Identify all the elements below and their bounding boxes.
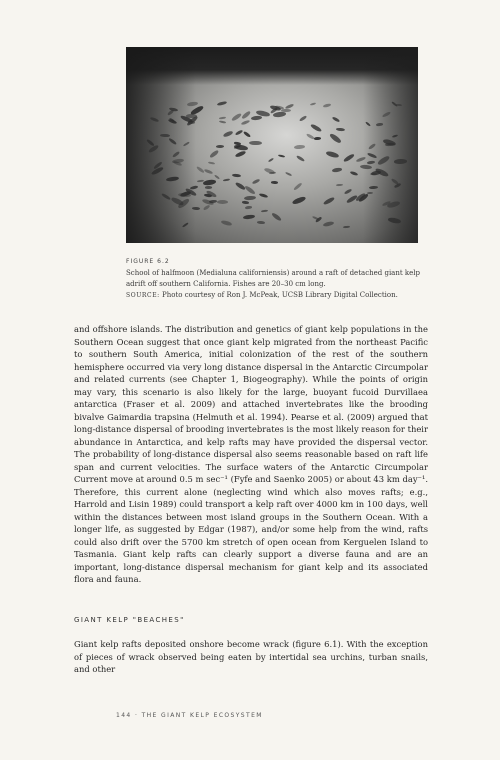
fish-silhouette	[326, 150, 340, 158]
section-paragraph-text: Giant kelp rafts deposited onshore become wrack (figure 6.1). With the exception of pieces of wrack observed being eaten by intertidal sea urchins, turban snails, and other	[74, 639, 428, 674]
fish-silhouette	[206, 190, 218, 198]
fish-silhouette	[242, 200, 250, 203]
fish-silhouette	[209, 150, 219, 159]
caption-text: School of halfmoon (Medialuna californiensis) around a raft of detached giant kelp adrift off southern California. Fishes are 20–30 cm long.	[126, 269, 421, 288]
fish-silhouette	[336, 128, 345, 132]
fish-silhouette	[235, 150, 247, 158]
fish-silhouette	[323, 221, 334, 227]
caption-source	[126, 290, 426, 301]
fish-silhouette	[203, 204, 211, 210]
fish-silhouette	[240, 119, 249, 125]
fish-silhouette	[235, 129, 244, 136]
fish-silhouette	[342, 153, 354, 163]
fish-silhouette	[309, 102, 315, 106]
fish-silhouette	[343, 189, 352, 195]
fish-silhouette	[214, 174, 220, 179]
fish-silhouette	[251, 116, 262, 121]
fish-silhouette	[323, 196, 335, 205]
fish-school-photo	[126, 47, 418, 243]
fish-silhouette	[332, 167, 343, 172]
fish-silhouette	[241, 110, 251, 119]
fish-silhouette	[243, 131, 252, 138]
fish-silhouette	[242, 215, 254, 220]
fish-silhouette	[232, 174, 241, 178]
fish-silhouette	[203, 179, 217, 186]
fish-silhouette	[216, 145, 224, 148]
fish-silhouette	[343, 226, 350, 229]
fish-silhouette	[332, 117, 341, 123]
fish-silhouette	[220, 219, 231, 225]
fish-silhouette	[299, 115, 307, 122]
fish-silhouette	[219, 121, 226, 125]
fish-silhouette	[336, 183, 343, 186]
fish-silhouette	[205, 186, 212, 189]
fish-silhouette	[261, 210, 268, 213]
fish-silhouette	[217, 101, 227, 107]
fish-silhouette	[244, 195, 257, 200]
fish-silhouette	[314, 137, 322, 140]
source-label: SOURCE:	[126, 292, 160, 299]
fish-silhouette	[293, 182, 303, 191]
fish-silhouette	[268, 158, 274, 163]
section-heading: GIANT KELP "BEACHES"	[74, 616, 185, 624]
fish-silhouette	[309, 123, 322, 133]
page-footer: 144 · THE GIANT KELP ECOSYSTEM	[116, 712, 263, 719]
fish-silhouette	[257, 221, 265, 224]
fish-silhouette	[245, 205, 253, 208]
fish-silhouette	[306, 133, 315, 140]
fish-silhouette	[349, 171, 358, 177]
fish-silhouette	[278, 154, 285, 158]
fish-silhouette	[323, 103, 331, 108]
fish-silhouette	[394, 159, 407, 164]
fish-silhouette	[259, 193, 268, 198]
fish-silhouette	[204, 169, 213, 175]
body-paragraph	[74, 323, 428, 586]
fish-silhouette	[235, 182, 246, 191]
source-text: Photo courtesy of Ron J. McPeak, UCSB Library Digital Collection.	[159, 291, 398, 299]
fish-silhouette	[251, 178, 259, 184]
paragraph-text: and offshore islands. The distribution and genetics of giant kelp populations in the Southern Ocean suggest that once giant kelp migrated from the northeast Pacific to southern South America, initial colonization of the rest of the southern hemisphere occurred via very long distance dispersal in the Antarctic Circumpolar and related currents (see Chapter 1, Biogeography). While the points of origin may vary, this scenario is also likely for the large, buoyant fucoid Durvillaea antarctica (Fraser et al. 2009) and attached invertebrates like the brooding bivalve Gaimardia trapsina (Helmuth et al. 1994). Pearse et al. (2009) argued that long-distance dispersal of brooding invertebrates is the most likely reason for their abundance in Antarctica, and kelp rafts may have provided the dispersal vector. The probability of long-distance dispersal also seems reasonable based on raft life span and current velocities. The surface waters of the Antarctic Circumpolar Current move at around 0.5 m sec⁻¹ (Fyfe and Saenko 2005) or about 43 km day⁻¹. Therefore, this current alone (neglecting wind which also moves rafts; e.g., Harrold and Lisin 1989) could transport a kelp raft over 4000 km in 100 days, well within the distances between most island groups in the Southern Ocean. With a longer life, as suggested by Edgar (1987), and/or some help from the wind, rafts could also drift over the 5700 km stretch of open ocean from Kerguelen Island to Tasmania. Giant kelp rafts can clearly support a diverse fauna and are an important, long-distance dispersal mechanism for giant kelp and its associated flora and fauna.	[74, 324, 428, 584]
fish-silhouette	[234, 144, 248, 151]
fish-silhouette	[196, 166, 205, 173]
fish-silhouette	[281, 108, 291, 112]
fish-silhouette	[271, 212, 283, 222]
fish-silhouette	[271, 181, 278, 184]
fish-silhouette	[329, 133, 343, 145]
fish-silhouette	[293, 145, 304, 150]
fish-silhouette	[223, 130, 234, 137]
fish-silhouette	[249, 141, 262, 146]
figure-caption	[126, 256, 426, 301]
section-paragraph	[74, 638, 428, 676]
fish-silhouette	[285, 171, 292, 176]
figure-label: FIGURE 6.2	[126, 258, 170, 265]
fish-silhouette	[202, 198, 214, 205]
fish-silhouette	[291, 196, 306, 206]
fish-silhouette	[296, 155, 305, 162]
fish-silhouette	[192, 207, 200, 210]
fish-silhouette	[208, 162, 215, 165]
fish-silhouette	[223, 178, 230, 181]
fish-silhouette	[217, 200, 228, 204]
fish-silhouette	[244, 185, 256, 195]
